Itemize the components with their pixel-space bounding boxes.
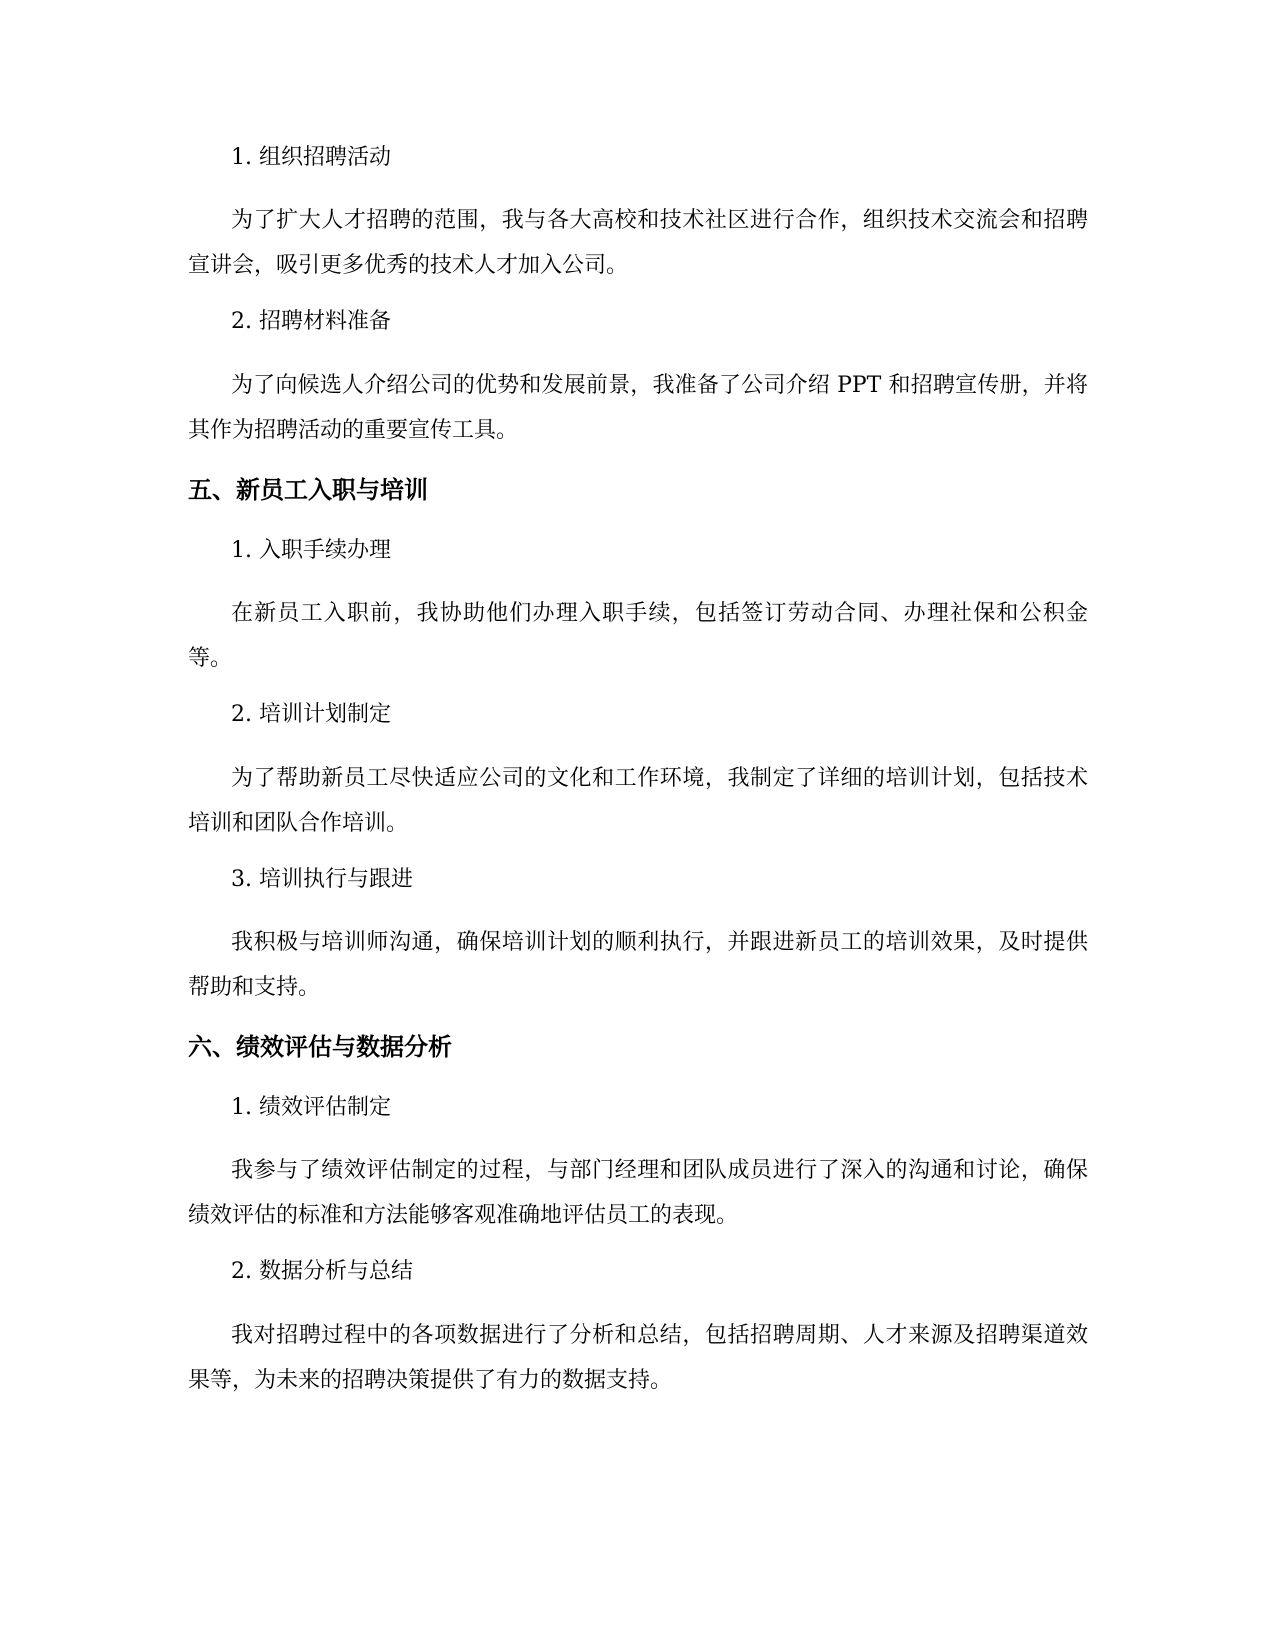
- paragraph-recruit-activity: 为了扩大人才招聘的范围，我与各大高校和技术社区进行合作，组织技术交流会和招聘宣讲会，吸引更多优秀的技术人才加入公司。: [188, 208, 1088, 278]
- paragraph-training-exec: 我积极与培训师沟通，确保培训计划的顺利执行，并跟进新员工的培训效果，及时提供帮助和支持。: [188, 930, 1088, 1000]
- list-item-perf-eval: 1. 绩效评估制定: [231, 1095, 391, 1120]
- list-item-onboarding: 1. 入职手续办理: [231, 538, 391, 563]
- list-item-training-exec: 3. 培训执行与跟进: [231, 867, 413, 892]
- paragraph-perf-eval: 我参与了绩效评估制定的过程，与部门经理和团队成员进行了深入的沟通和讨论，确保绩效评估的标准和方法能够客观准确地评估员工的表现。: [188, 1158, 1088, 1228]
- list-item-training-plan: 2. 培训计划制定: [231, 702, 391, 727]
- list-item-recruit-material: 2. 招聘材料准备: [231, 309, 391, 334]
- section-heading-performance-data: 六、绩效评估与数据分析: [188, 1033, 452, 1061]
- paragraph-data-analysis: 我对招聘过程中的各项数据进行了分析和总结，包括招聘周期、人才来源及招聘渠道效果等，为未来的招聘决策提供了有力的数据支持。: [188, 1323, 1088, 1393]
- paragraph-training-plan: 为了帮助新员工尽快适应公司的文化和工作环境，我制定了详细的培训计划，包括技术培训和团队合作培训。: [188, 766, 1088, 836]
- paragraph-recruit-material: 为了向候选人介绍公司的优势和发展前景，我准备了公司介绍 PPT 和招聘宣传册，并将其作为招聘活动的重要宣传工具。: [188, 373, 1088, 443]
- list-item-data-analysis: 2. 数据分析与总结: [231, 1259, 413, 1284]
- paragraph-onboarding: 在新员工入职前，我协助他们办理入职手续，包括签订劳动合同、办理社保和公积金等。: [188, 601, 1088, 671]
- section-heading-onboarding-training: 五、新员工入职与培训: [188, 476, 428, 504]
- list-item-recruit-activity: 1. 组织招聘活动: [231, 145, 391, 170]
